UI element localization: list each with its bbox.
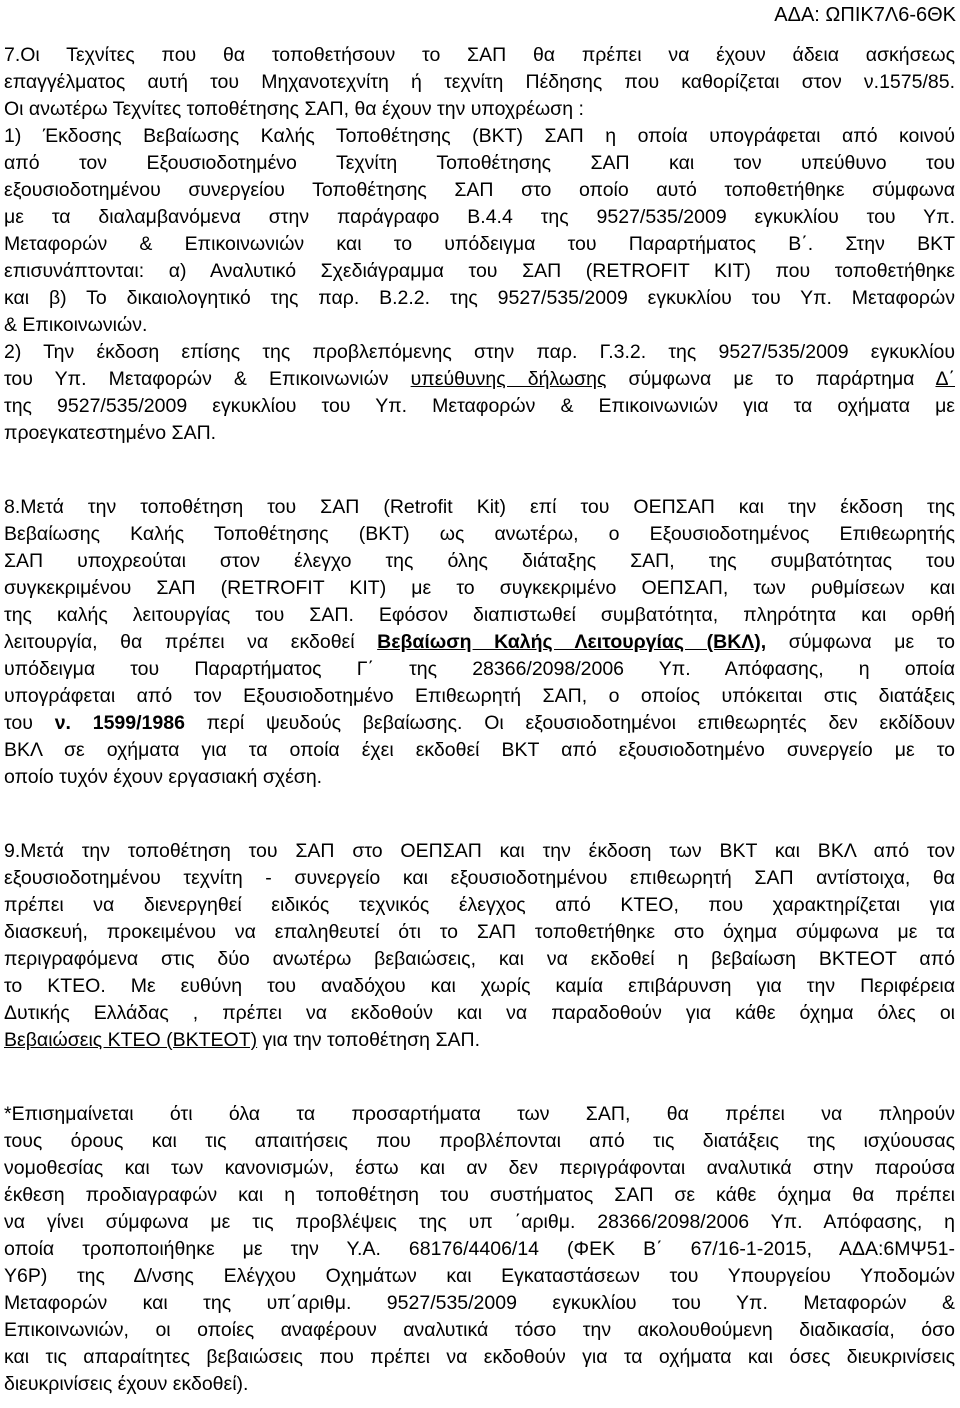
section9-line: εξουσιοδοτημένου τεχνίτη - συνεργείο και εξουσιοδοτημένου επιθεωρητή ΣΑΠ αντίστοιχα, θα <box>4 867 955 889</box>
section9-line: διασκευή, προκειμένου να επαληθευτεί ότι το ΣΑΠ τοποθετήθηκε στο όχημα σύμφωνα με τα <box>4 921 955 943</box>
section8-line: συγκεκριμένου ΣΑΠ (RETROFIT KIT) με το συγκεκριμένο ΟΕΠΣΑΠ, των ρυθμίσεων και <box>4 577 955 599</box>
section8-line: 8.Μετά την τοποθέτηση του ΣΑΠ (Retrofit Kit) επί του ΟΕΠΣΑΠ και την έκδοση της <box>4 496 955 518</box>
ada-code: ΑΔΑ: ΩΠΙΚ7Λ6-6ΘΚ <box>774 4 956 26</box>
section8-line <box>4 629 955 655</box>
section7-line: 2) Την έκδοση επίσης της προβλεπόμενης στην παρ. Γ.3.2. της 9527/535/2009 εγκυκλίου <box>4 341 955 363</box>
note-line: να γίνει σύμφωνα με τις προβλέψεις της υπ ΄αριθμ. 28366/2098/2006 Υπ. Απόφασης, η <box>4 1211 955 1233</box>
section7-line: επαγγέλματος αυτή του Μηχανοτεχνίτη ή τεχνίτη Πέδησης που καθορίζεται στον ν.1575/85. <box>4 71 955 93</box>
text-span: σύμφωνα με το <box>766 631 956 653</box>
note-line: και τις απαραίτητες βεβαιώσεις που πρέπει να εκδοθούν για τα οχήματα και όσες διευκρινίσεις <box>4 1346 955 1368</box>
bold-text: ν. 1599/1986 <box>54 712 185 734</box>
section8-line: υπόδειγμα του Παραρτήματος Γ΄ της 28366/2098/2006 Υπ. Απόφασης, η οποία <box>4 658 955 680</box>
note-line: νομοθεσίας και των κανονισμών, έστω και αν δεν περιγράφονται αναλυτικά στην παρούσα <box>4 1157 955 1179</box>
section9-line: πρέπει να διενεργηθεί ειδικός τεχνικός έλεγχος από ΚΤΕΟ, που χαρακτηρίζεται για <box>4 894 955 916</box>
bold-underlined-text: Βεβαίωση Καλής Λειτουργίας (ΒΚΛ), <box>377 631 767 653</box>
section9-line: περιγραφόμενα στις δύο ανωτέρω βεβαιώσεις, και να εκδοθεί η βεβαίωση ΒΚΤΕΟΤ από <box>4 948 955 970</box>
section8-line: Βεβαίωσης Καλής Τοποθέτησης (ΒΚΤ) ως ανωτέρω, ο Εξουσιοδοτημένος Επιθεωρητής <box>4 523 955 545</box>
section7-line: και β) Το δικαιολογητικό της παρ. Β.2.2. της 9527/535/2009 εγκυκλίου του Υπ. Μεταφορών <box>4 287 955 309</box>
section7-line: 1) Έκδοσης Βεβαίωσης Καλής Τοποθέτησης (ΒΚΤ) ΣΑΠ η οποία υπογράφεται από κοινού <box>4 125 955 147</box>
section7-line: Μεταφορών & Επικοινωνιών και το υπόδειγμα του Παραρτήματος Β΄. Στην ΒΚΤ <box>4 233 955 255</box>
note-line: οποία τροποποιήθηκε με την Υ.Α. 68176/4406/14 (ΦΕΚ Β΄ 67/16-1-2015, ΑΔΑ:6ΜΨ51- <box>4 1238 955 1260</box>
section8-line: υπογράφεται από τον Εξουσιοδοτημένο Επιθεωρητή ΣΑΠ, ο οποίος υπόκειται στις διατάξεις <box>4 685 955 707</box>
section7-line: 7.Οι Τεχνίτες που θα τοποθετήσουν το ΣΑΠ θα πρέπει να έχουν άδεια ασκήσεως <box>4 44 955 66</box>
note-line: Υ6Ρ) της Δ/νσης Ελέγχου Οχημάτων και Εγκαταστάσεων του Υπουργείου Υποδομών <box>4 1265 955 1287</box>
section7-line <box>4 366 955 392</box>
section7-line: Οι ανωτέρω Τεχνίτες τοποθέτησης ΣΑΠ, θα έχουν την υποχρέωση : <box>4 98 584 120</box>
section7-line: της 9527/535/2009 εγκυκλίου του Υπ. Μεταφορών & Επικοινωνιών για τα οχήματα με <box>4 395 955 417</box>
note-line: *Επισημαίνεται ότι όλα τα προσαρτήματα των ΣΑΠ, θα πρέπει να πληρούν <box>4 1103 955 1125</box>
section7-line: & Επικοινωνιών. <box>4 314 148 336</box>
text-span: σύμφωνα με το παράρτημα <box>606 368 936 390</box>
section9-line: 9.Μετά την τοποθέτηση του ΣΑΠ στο ΟΕΠΣΑΠ και την έκδοση των ΒΚΤ και ΒΚΛ από τον <box>4 840 955 862</box>
underlined-text: Δ΄ <box>935 368 956 390</box>
note-line: έκθεση προδιαγραφών και η τοποθέτηση του συστήματος ΣΑΠ σε κάθε όχημα θα πρέπει <box>4 1184 955 1206</box>
text-span: του <box>4 712 55 734</box>
section7-line: εξουσιοδοτημένου συνεργείου Τοποθέτησης ΣΑΠ στο οποίο αυτό τοποθετήθηκε σύμφωνα <box>4 179 955 201</box>
section8-line: της καλής λειτουργίας του ΣΑΠ. Εφόσον διαπιστωθεί συμβατότητα, πληρότητα και ορθή <box>4 604 955 626</box>
section9-line: το ΚΤΕΟ. Με ευθύνη του αναδόχου και χωρίς καμία επιβάρυνση για την Περιφέρεια <box>4 975 955 997</box>
note-line: τους όρους και τις απαιτήσεις που προβλέπονται από τις διατάξεις της ισχύουσας <box>4 1130 955 1152</box>
text-span: περί ψευδούς βεβαίωσης. Οι εξουσιοδοτημένοι επιθεωρητές δεν εκδίδουν <box>184 712 956 734</box>
underlined-text: Βεβαιώσεις ΚΤΕΟ (ΒΚΤΕΟΤ) <box>4 1029 258 1051</box>
text-span: για την τοποθέτηση ΣΑΠ. <box>257 1029 481 1051</box>
section7-line: επισυνάπτονται: α) Αναλυτικό Σχεδιάγραμμα του ΣΑΠ (RETROFIT KIT) που τοποθετήθηκε <box>4 260 955 282</box>
note-line: διευκρινίσεις έχουν εκδοθεί). <box>4 1373 249 1395</box>
section8-line <box>4 710 955 736</box>
section9-line <box>4 1027 955 1053</box>
section8-line: οποίο τυχόν έχουν εργασιακή σχέση. <box>4 766 323 788</box>
section8-line: ΣΑΠ υποχρεούται στον έλεγχο της όλης διάταξης ΣΑΠ, της συμβατότητας του <box>4 550 955 572</box>
text-span: λειτουργία, θα πρέπει να εκδοθεί <box>4 631 378 653</box>
text-span: του Υπ. Μεταφορών & Επικοινωνιών <box>4 368 411 390</box>
section7-line: από τον Εξουσιοδοτημένο Τεχνίτη Τοποθέτησης ΣΑΠ και τον υπεύθυνο του <box>4 152 955 174</box>
note-line: Μεταφορών και της υπ΄αριθμ. 9527/535/2009 εγκυκλίου του Υπ. Μεταφορών & <box>4 1292 955 1314</box>
section7-line: με τα διαλαμβανόμενα στην παράγραφο Β.4.4 της 9527/535/2009 εγκυκλίου του Υπ. <box>4 206 955 228</box>
underlined-text: υπεύθυνης δήλωσης <box>410 368 607 390</box>
section7-line: προεγκατεστημένο ΣΑΠ. <box>4 422 217 444</box>
note-line: Επικοινωνιών, οι οποίες αναφέρουν αναλυτικά τόσο την ακολουθούμενη διαδικασία, όσο <box>4 1319 955 1341</box>
section9-line: Δυτικής Ελλάδας , πρέπει να εκδοθούν και να παραδοθούν για κάθε όχημα όλες οι <box>4 1002 955 1024</box>
section8-line: ΒΚΛ σε οχήματα για τα οποία έχει εκδοθεί ΒΚΤ από εξουσιοδοτημένο συνεργείο με το <box>4 739 955 761</box>
